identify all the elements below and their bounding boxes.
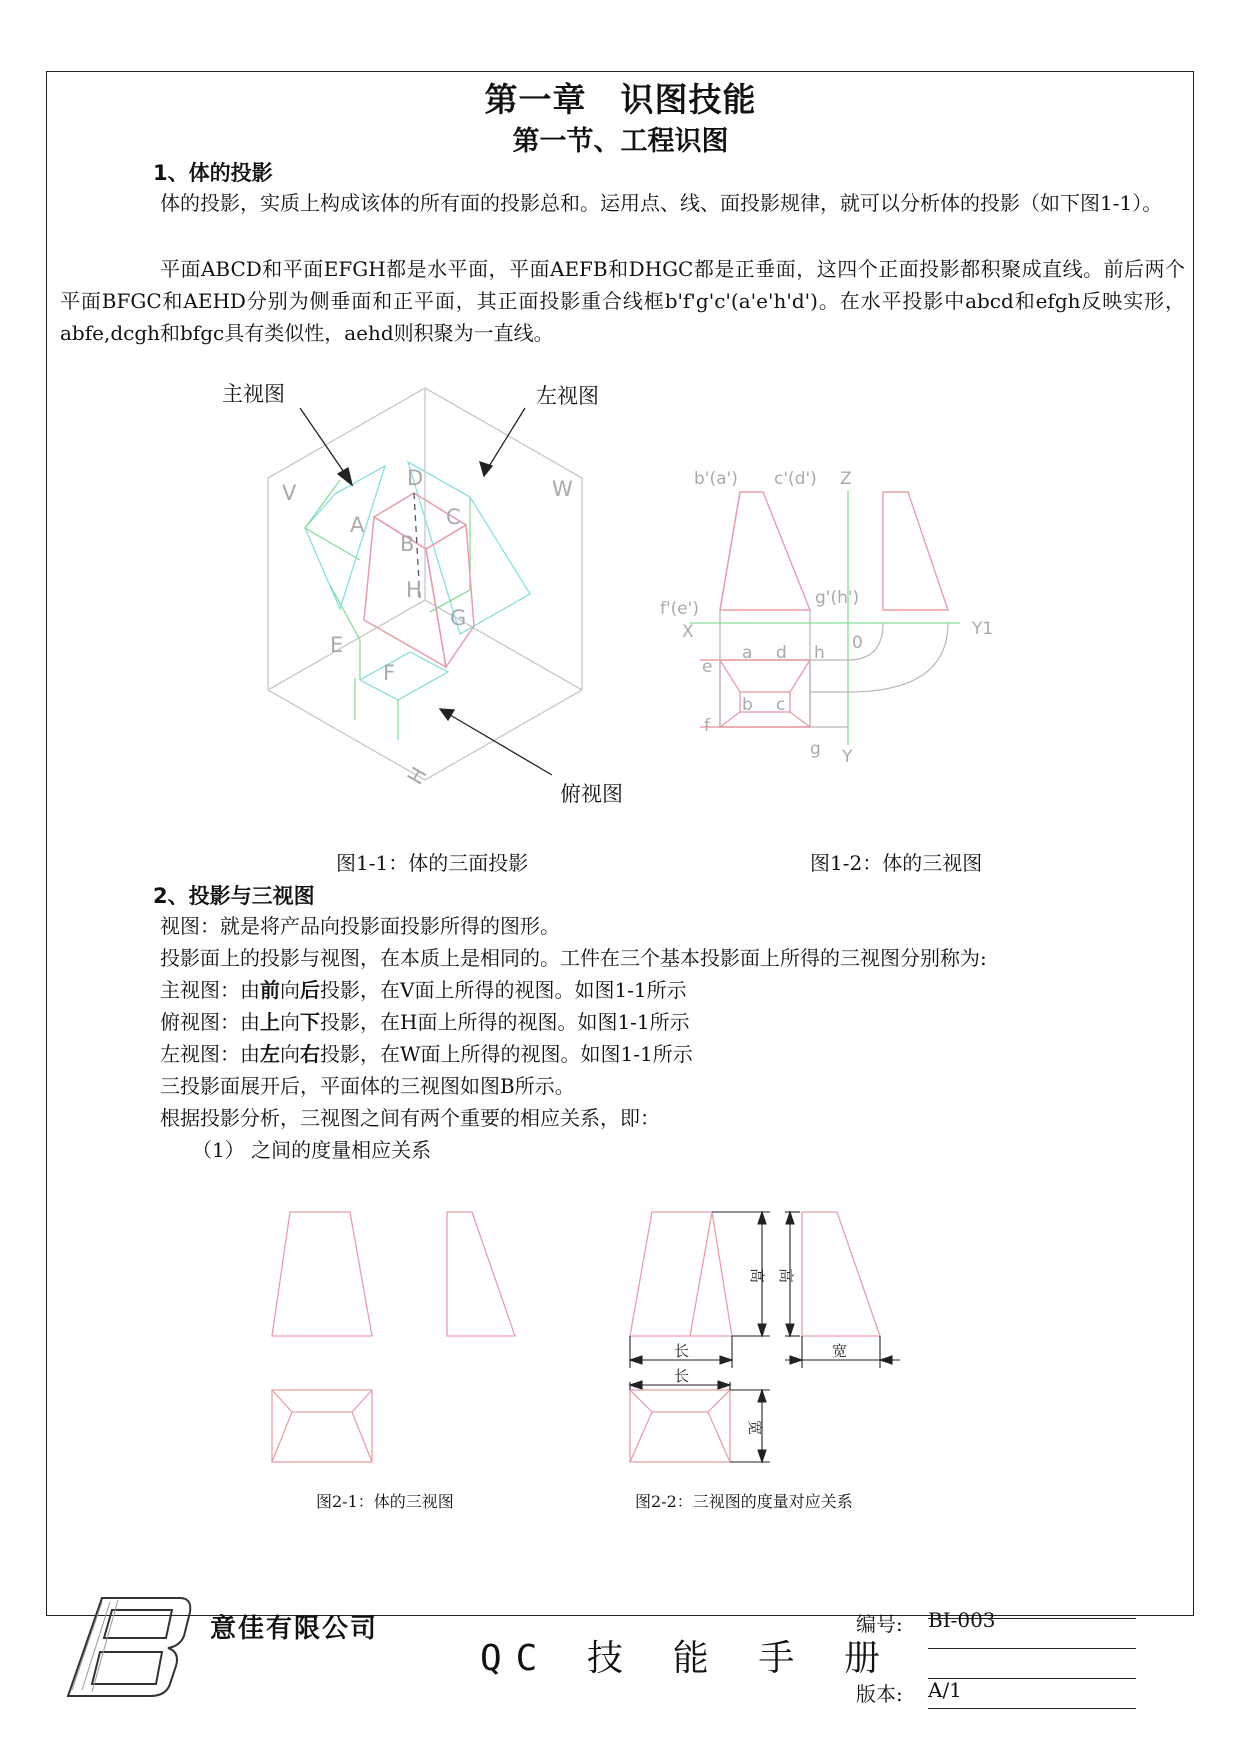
text-left-view: 左视图：由左向右投影，在W面上所得的视图。如图1-1所示 xyxy=(160,1042,693,1066)
caption-fig-1-2: 图1-2：体的三视图 xyxy=(810,851,983,875)
text-front-view: 主视图：由前向后投影，在V面上所得的视图。如图1-1所示 xyxy=(160,978,687,1002)
plane-v-label: V xyxy=(282,481,297,505)
text-projection-vs-view: 投影面上的投影与视图，在本质上是相同的。工件在三个基本投影面上所得的三视图分别称为: xyxy=(160,946,987,970)
point-b-label: B xyxy=(400,532,415,556)
label-front-view: 主视图 xyxy=(222,382,285,406)
lbl-d: d xyxy=(776,643,787,663)
lbl-fe: f'(e') xyxy=(660,599,700,619)
paragraph-2: 平面ABCD和平面EFGH都是水平面，平面AEFB和DHGC都是正垂面，这四个正面投影都积聚成直线。前后两个平面BFGC和AEHD分别为侧垂面和正平面，其正面投影重合线框b'f'g'c'(a'e'h'd')。在水平投影中abcd和efgh反映实形，abfe,dcgh和bfgc具有类似性，aehd则积聚为一直线。 xyxy=(60,257,1185,345)
point-h-label: H xyxy=(406,578,422,602)
lbl-ba: b'(a') xyxy=(694,469,738,489)
paragraph-1: 体的投影，实质上构成该体的所有面的投影总和。运用点、线、面投影规律，就可以分析体的投影（如下图1-1）。 xyxy=(160,191,1163,215)
lbl-x: X xyxy=(682,622,694,642)
caption-fig-2-2: 图2-2：三视图的度量对应关系 xyxy=(635,1492,853,1511)
caption-fig-1-1: 图1-1：体的三面投影 xyxy=(336,851,529,875)
point-d-label: D xyxy=(407,466,424,490)
dim-wide-2: 宽 xyxy=(746,1420,764,1436)
text-relations: 根据投影分析，三视图之间有两个重要的相应关系，即： xyxy=(160,1106,660,1130)
number-underline-1 xyxy=(928,1618,1136,1619)
version-label: 版本: xyxy=(856,1682,903,1706)
dim-long-1: 长 xyxy=(674,1342,690,1360)
point-f-label: F xyxy=(383,661,396,685)
company-name: 意佳有限公司 xyxy=(210,1614,379,1644)
lbl-a: a xyxy=(742,643,753,663)
label-left-view: 左视图 xyxy=(536,384,599,408)
section-title: 第一节、工程识图 xyxy=(512,126,729,157)
point-c-label: C xyxy=(446,505,461,529)
point-g-label: G xyxy=(450,606,467,630)
caption-fig-2-1: 图2-1：体的三视图 xyxy=(316,1492,454,1511)
text-unfold: 三投影面展开后，平面体的三视图如图B所示。 xyxy=(160,1074,575,1098)
lbl-h: h xyxy=(814,643,825,663)
chapter-title: 第一章 识图技能 xyxy=(484,80,757,119)
company-logo xyxy=(62,1592,192,1702)
lbl-e: e xyxy=(702,657,713,677)
lbl-cd: c'(d') xyxy=(774,469,817,489)
lbl-z: Z xyxy=(840,469,852,489)
version-underline xyxy=(928,1708,1136,1709)
heading-part1: 1、体的投影 xyxy=(153,161,273,185)
lbl-c: c xyxy=(776,695,786,715)
text-measurement-relation: （1） 之间的度量相应关系 xyxy=(192,1138,432,1162)
number-label: 编号: xyxy=(856,1612,903,1636)
lbl-0: 0 xyxy=(852,633,863,653)
point-e-label: E xyxy=(330,633,344,657)
point-a-label: A xyxy=(350,513,365,537)
lbl-y: Y xyxy=(842,747,853,767)
dim-high-1: 高 xyxy=(748,1268,766,1284)
plane-w-label: W xyxy=(552,477,573,501)
text-top-view: 俯视图：由上向下投影，在H面上所得的视图。如图1-1所示 xyxy=(160,1010,690,1034)
dim-wide-1: 宽 xyxy=(832,1342,848,1360)
lbl-y1: Y1 xyxy=(972,619,994,639)
number-value: BI-003 xyxy=(928,1608,996,1632)
text-view-definition: 视图：就是将产品向投影面投影所得的图形。 xyxy=(160,914,560,938)
lbl-gh: g'(h') xyxy=(815,588,860,608)
dim-long-2: 长 xyxy=(674,1367,690,1385)
number-underline-2 xyxy=(928,1648,1136,1649)
label-top-view: 俯视图 xyxy=(560,782,623,806)
heading-part2: 2、投影与三视图 xyxy=(153,884,315,908)
lbl-f: f xyxy=(704,716,710,736)
version-value: A/1 xyxy=(928,1678,962,1702)
lbl-g: g xyxy=(810,739,821,759)
plane-h-label: H xyxy=(402,762,432,789)
manual-title: QC 技 能 手 册 xyxy=(480,1638,895,1679)
dim-high-2: 高 xyxy=(777,1268,795,1284)
lbl-b: b xyxy=(742,695,753,715)
